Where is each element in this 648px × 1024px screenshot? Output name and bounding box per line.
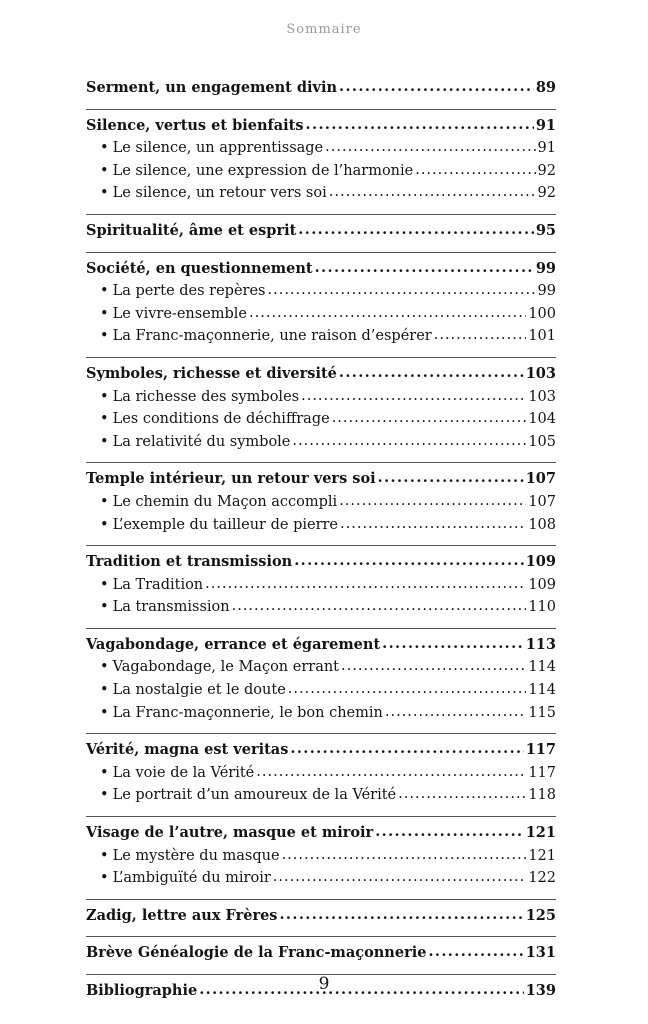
chapter-page: 125 [525, 906, 556, 924]
toc-chapter-entry[interactable] [86, 363, 556, 386]
subentry-page: 121 [528, 847, 556, 864]
bullet-icon: • [100, 162, 109, 179]
chapter-page: 139 [525, 982, 556, 999]
toc-subentry[interactable] [86, 303, 556, 326]
page-number: 9 [318, 974, 330, 994]
toc-section [86, 816, 556, 899]
dot-leader [385, 701, 526, 724]
toc-section [86, 72, 556, 109]
subentry-title: La richesse des symboles [112, 388, 300, 405]
subentry-title: Le chemin du Maçon accompli [112, 493, 338, 510]
bullet-icon: • [100, 433, 109, 450]
toc-chapter-entry[interactable] [86, 468, 556, 491]
toc-subentry[interactable] [86, 137, 556, 160]
toc-subentry[interactable] [86, 386, 556, 409]
bullet-icon: • [100, 411, 109, 428]
subentry-page: 92 [537, 162, 556, 179]
toc-subentry[interactable] [86, 784, 556, 807]
chapter-title: Symboles, richesse et diversité [86, 364, 337, 382]
subentry-page: 104 [528, 411, 556, 428]
subentry-title: Le mystère du masque [112, 847, 280, 864]
dot-leader [398, 783, 526, 806]
subentry-page: 101 [528, 328, 556, 345]
chapter-title: Vagabondage, errance et égarement [86, 635, 381, 653]
chapter-title: Tradition et transmission [86, 553, 293, 571]
bullet-icon: • [100, 283, 109, 300]
toc-subentry[interactable] [86, 182, 556, 205]
subentry-page: 114 [528, 659, 556, 676]
dot-leader [325, 136, 535, 159]
subentry-page: 110 [528, 599, 556, 616]
toc-section [86, 214, 556, 252]
toc-subentry[interactable] [86, 656, 556, 679]
subentry-title: La Tradition [112, 576, 204, 593]
dot-leader [290, 738, 523, 761]
dot-leader [294, 550, 524, 573]
toc-chapter-entry[interactable] [86, 551, 556, 574]
dot-leader [288, 678, 527, 701]
toc-subentry[interactable] [86, 702, 556, 725]
chapter-title: Spiritualité, âme et esprit [86, 221, 297, 239]
chapter-page: 109 [525, 553, 556, 571]
chapter-page: 99 [535, 259, 556, 277]
toc-chapter-entry[interactable] [86, 258, 556, 281]
subentry-page: 114 [528, 682, 556, 699]
dot-leader [273, 866, 527, 889]
dot-leader [301, 385, 526, 408]
subentry-page: 122 [528, 870, 556, 887]
chapter-page: 95 [535, 221, 556, 239]
dot-leader [340, 513, 526, 536]
chapter-title: Visage de l’autre, masque et miroir [86, 824, 374, 842]
chapter-title: Serment, un engagement divin [86, 79, 338, 96]
bullet-icon: • [100, 599, 109, 616]
subentry-title: Le vivre-ensemble [112, 305, 248, 322]
bullet-icon: • [100, 140, 109, 157]
bullet-icon: • [100, 787, 109, 804]
bullet-icon: • [100, 870, 109, 887]
toc-chapter-entry[interactable] [86, 942, 556, 965]
dot-leader [279, 904, 523, 927]
chapter-page: 113 [525, 635, 556, 653]
subentry-page: 100 [528, 305, 556, 322]
subentry-title: La voie de la Vérité [112, 764, 255, 781]
bullet-icon: • [100, 764, 109, 781]
toc-subentry[interactable] [86, 845, 556, 868]
bullet-icon: • [100, 185, 109, 202]
toc-subentry[interactable] [86, 408, 556, 431]
toc-subentry[interactable] [86, 596, 556, 619]
chapter-page: 89 [535, 79, 556, 96]
subentry-title: La relativité du symbole [112, 433, 291, 450]
subentry-title: La nostalgie et le doute [112, 682, 286, 699]
toc-subentry[interactable] [86, 325, 556, 348]
chapter-page: 103 [525, 364, 556, 382]
toc-chapter-entry[interactable] [86, 739, 556, 762]
dot-leader [292, 430, 526, 453]
subentry-title: Le silence, un apprentissage [112, 140, 324, 157]
subentry-title: Le silence, un retour vers soi [112, 185, 327, 202]
toc-subentry[interactable] [86, 491, 556, 514]
subentry-title: La Franc-maçonnerie, le bon chemin [112, 704, 383, 721]
chapter-page: 117 [525, 741, 556, 759]
toc-section [86, 899, 556, 937]
toc-section [86, 733, 556, 816]
dot-leader [232, 595, 527, 618]
subentry-page: 115 [528, 704, 556, 721]
subentry-title: Le portrait d’un amoureux de la Vérité [112, 787, 397, 804]
table-of-contents [86, 72, 556, 1012]
toc-subentry[interactable] [86, 679, 556, 702]
chapter-page: 121 [525, 824, 556, 842]
subentry-title: La Franc-maçonnerie, une raison d’espérer [112, 328, 432, 345]
toc-chapter-entry[interactable] [86, 634, 556, 657]
chapter-title: Vérité, magna est veritas [86, 741, 289, 759]
subentry-title: Vagabondage, le Maçon errant [112, 659, 340, 676]
bullet-icon: • [100, 576, 109, 593]
dot-leader [375, 821, 524, 844]
bullet-icon: • [100, 388, 109, 405]
chapter-title: Temple intérieur, un retour vers soi [86, 470, 376, 488]
dot-leader [306, 114, 534, 137]
dot-leader [415, 159, 535, 182]
dot-leader [329, 181, 536, 204]
subentry-page: 109 [528, 576, 556, 593]
toc-section [86, 462, 556, 545]
toc-section [86, 357, 556, 462]
subentry-title: L’ambiguïté du miroir [112, 870, 271, 887]
dot-leader [339, 490, 526, 513]
subentry-page: 118 [528, 787, 556, 804]
bullet-icon: • [100, 659, 109, 676]
subentry-page: 92 [537, 185, 556, 202]
chapter-title: Zadig, lettre aux Frères [86, 906, 278, 924]
toc-section [86, 545, 556, 628]
subentry-title: La transmission [112, 599, 230, 616]
dot-leader [268, 279, 536, 302]
toc-chapter-entry[interactable] [86, 822, 556, 845]
toc-chapter-entry[interactable] [86, 220, 556, 243]
dot-leader [315, 257, 534, 280]
toc-subentry[interactable] [86, 762, 556, 785]
dot-leader [378, 467, 524, 490]
toc-section [86, 936, 556, 974]
subentry-title: L’exemple du tailleur de pierre [112, 516, 339, 533]
subentry-title: Le silence, une expression de l’harmonie [112, 162, 414, 179]
dot-leader [434, 324, 527, 347]
chapter-page: 91 [535, 116, 556, 134]
dot-leader [256, 761, 526, 784]
bullet-icon: • [100, 493, 109, 510]
subentry-page: 99 [537, 283, 556, 300]
subentry-page: 103 [528, 388, 556, 405]
dot-leader [282, 844, 527, 867]
toc-subentry[interactable] [86, 574, 556, 597]
subentry-title: La perte des repères [112, 283, 266, 300]
subentry-page: 107 [528, 493, 556, 510]
subentry-title: Les conditions de déchiffrage [112, 411, 330, 428]
bullet-icon: • [100, 305, 109, 322]
toc-section [86, 628, 556, 733]
toc-subentry[interactable] [86, 431, 556, 454]
bullet-icon: • [100, 516, 109, 533]
bullet-icon: • [100, 682, 109, 699]
bullet-icon: • [100, 328, 109, 345]
chapter-title: Bibliographie [86, 982, 198, 999]
toc-subentry[interactable] [86, 867, 556, 890]
toc-chapter-entry[interactable] [86, 905, 556, 928]
subentry-page: 108 [528, 516, 556, 533]
chapter-page: 131 [525, 944, 556, 962]
toc-subentry[interactable] [86, 514, 556, 537]
subentry-page: 105 [528, 433, 556, 450]
toc-subentry[interactable] [86, 280, 556, 303]
running-header: Sommaire [286, 22, 362, 37]
toc-subentry[interactable] [86, 160, 556, 183]
dot-leader [382, 633, 524, 656]
dot-leader [249, 302, 526, 325]
dot-leader [339, 76, 534, 99]
dot-leader [339, 362, 524, 385]
toc-section [86, 109, 556, 214]
chapter-title: Société, en questionnement [86, 259, 313, 277]
subentry-page: 91 [537, 140, 556, 157]
toc-section [86, 252, 556, 357]
subentry-page: 117 [528, 764, 556, 781]
dot-leader [341, 655, 526, 678]
bullet-icon: • [100, 847, 109, 864]
dot-leader [332, 407, 527, 430]
toc-chapter-entry[interactable] [86, 115, 556, 138]
toc-chapter-entry[interactable] [86, 77, 556, 100]
chapter-title: Brève Généalogie de la Franc-maçonnerie [86, 944, 427, 962]
chapter-page: 107 [525, 470, 556, 488]
bullet-icon: • [100, 704, 109, 721]
dot-leader [298, 219, 534, 242]
dot-leader [205, 573, 526, 596]
dot-leader [428, 941, 523, 964]
chapter-title: Silence, vertus et bienfaits [86, 116, 304, 134]
